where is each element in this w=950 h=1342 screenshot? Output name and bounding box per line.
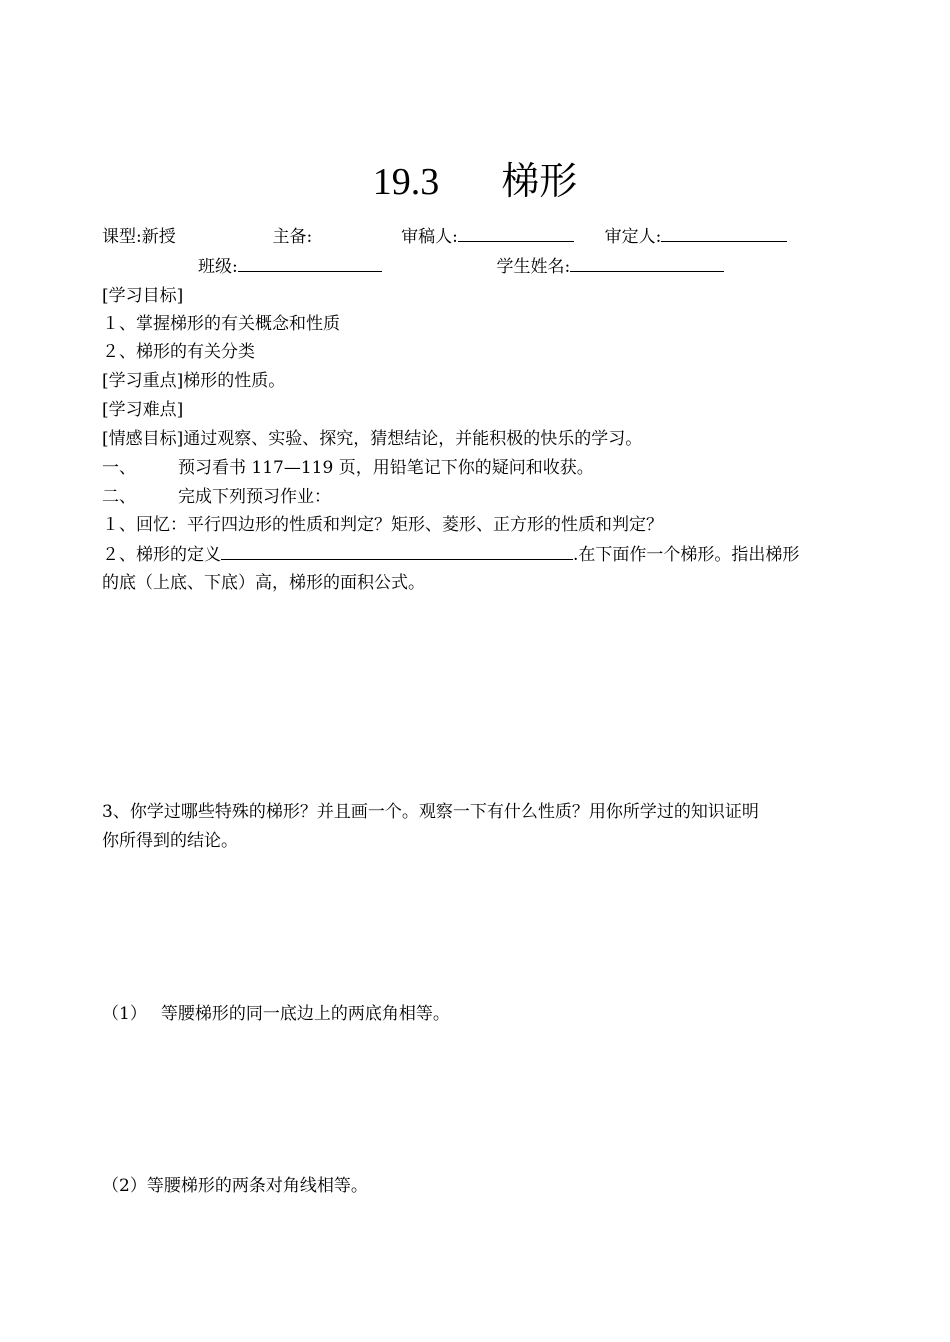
- reviewer-blank[interactable]: [458, 225, 574, 242]
- property-1-marker: （1）: [102, 1004, 147, 1024]
- class-blank[interactable]: [238, 255, 382, 272]
- property-1-text: 等腰梯形的同一底边上的两底角相等。: [160, 1004, 450, 1024]
- definition-blank[interactable]: [221, 543, 573, 560]
- step-1: [102, 457, 594, 479]
- header-row-1: [102, 225, 787, 248]
- property-2: （2）等腰梯形的两条对角线相等。: [102, 1176, 368, 1196]
- reviewer-label: 审稿人:: [401, 227, 458, 247]
- approver-label: 审定人:: [604, 227, 662, 247]
- approver-blank[interactable]: [661, 225, 787, 242]
- page-title: [0, 158, 950, 206]
- question-1: １、回忆：平行四边形的性质和判定？矩形、菱形、正方形的性质和判定？: [102, 515, 663, 535]
- question-2: [102, 543, 799, 566]
- preparer-label: 主备:: [272, 227, 313, 247]
- question-3-line-2: 你所得到的结论。: [102, 831, 238, 851]
- student-name-blank[interactable]: [570, 255, 724, 272]
- emotion-line: [情感目标]通过观察、实验、探究，猜想结论，并能积极的快乐的学习。: [102, 429, 643, 449]
- objective-item-2: ２、梯形的有关分类: [102, 342, 255, 362]
- objectives-heading: [学习目标]: [102, 286, 184, 306]
- question-3-line-1: 3、你学过哪些特殊的梯形？并且画一个。观察一下有什么性质？用你所学过的知识证明: [102, 802, 759, 822]
- step-2: [102, 486, 331, 508]
- header-row-2: [198, 255, 724, 278]
- step-1-text: 预习看书 117—119 页，用铅笔记下你的疑问和收获。: [178, 458, 594, 478]
- step-2-marker: 二、: [102, 487, 136, 507]
- class-label: 班级:: [198, 257, 238, 277]
- focus-line: [学习重点]梯形的性质。: [102, 371, 286, 391]
- section-number: 19.3: [372, 161, 440, 203]
- step-2-text: 完成下列预习作业：: [178, 487, 331, 507]
- student-name-label: 学生姓名:: [496, 257, 571, 277]
- objective-item-1: １、掌握梯形的有关概念和性质: [102, 314, 340, 334]
- property-1: [102, 1003, 450, 1025]
- question-2-line-2: 的底（上底、下底）高，梯形的面积公式。: [102, 573, 425, 593]
- course-type: 课型:新授: [102, 227, 176, 247]
- title-text: 梯形: [501, 161, 578, 203]
- difficulty-line: [学习难点]: [102, 400, 184, 420]
- step-1-marker: 一、: [102, 458, 136, 478]
- question-2-suffix: .在下面作一个梯形。指出梯形: [573, 545, 800, 565]
- question-2-prefix: ２、梯形的定义: [102, 545, 221, 565]
